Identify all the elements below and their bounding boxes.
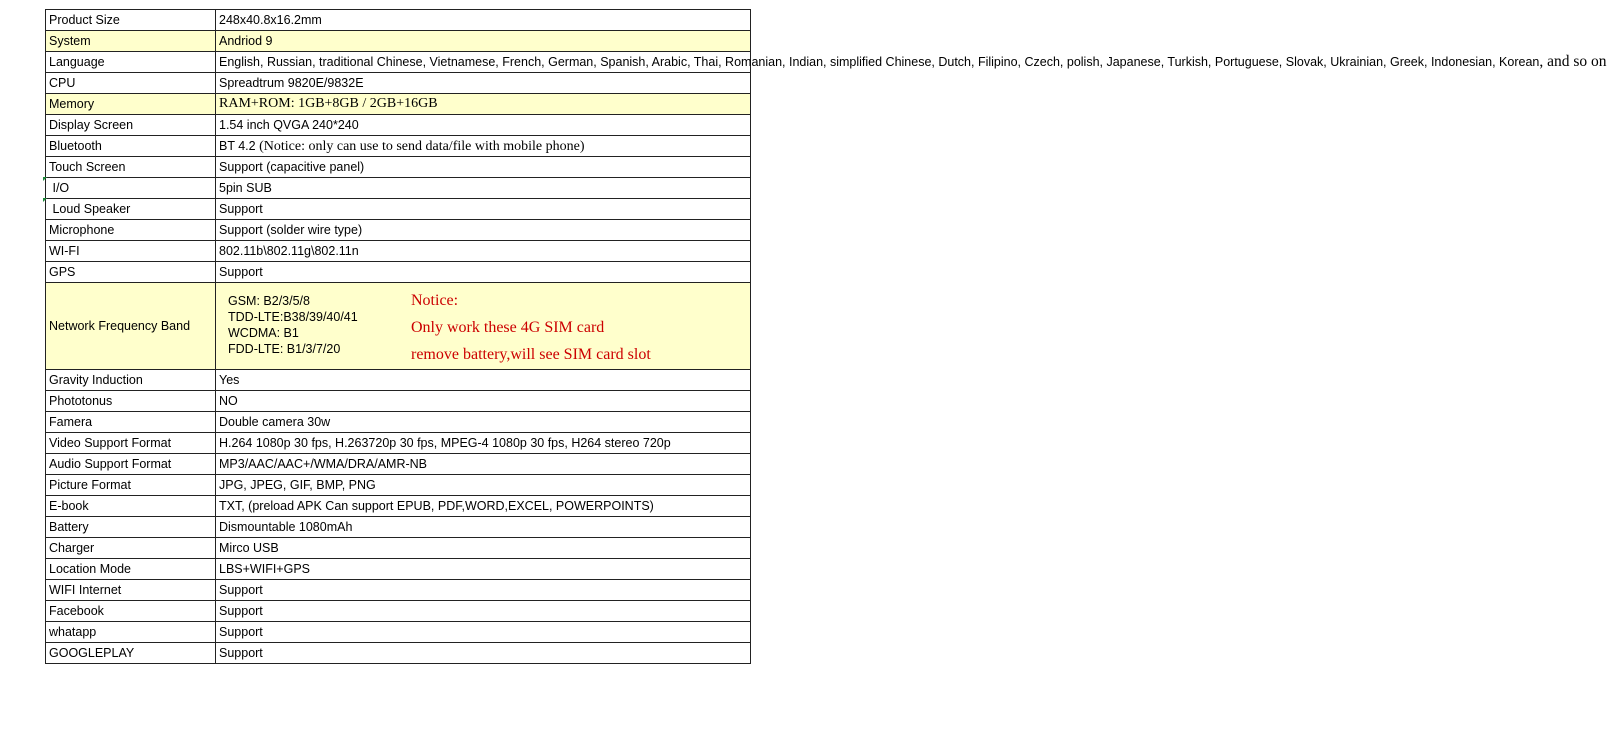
row-googleplay: [46, 643, 751, 664]
label-facebook: Facebook: [46, 601, 216, 622]
row-wifi: [46, 241, 751, 262]
language-list: English, Russian, traditional Chinese, Vietnamese, French, German, Spanish, Arabic, Thai, Romanian, Indian, simplified Chinese, Dutch, Filipino, Czech, polish, Japanese, Turkish, Portuguese, Slovak, Ukrainian, Greek, Indonesian, Korean: [219, 55, 1540, 69]
label-googleplay: GOOGLEPLAY: [46, 643, 216, 664]
value-facebook: Support: [216, 601, 751, 622]
value-video: H.264 1080p 30 fps, H.263720p 30 fps, MPEG-4 1080p 30 fps, H264 stereo 720p: [216, 433, 751, 454]
value-phototonus: NO: [216, 391, 751, 412]
value-audio: MP3/AAC/AAC+/WMA/DRA/AMR-NB: [216, 454, 751, 475]
value-whatapp: Support: [216, 622, 751, 643]
notice-line-2: remove battery,will see SIM card slot: [411, 346, 651, 363]
label-io-text: I/O: [52, 181, 70, 195]
value-gravity: Yes: [216, 370, 751, 391]
row-network: [46, 283, 751, 370]
label-camera: Famera: [46, 412, 216, 433]
label-whatapp: whatapp: [46, 622, 216, 643]
row-system: [46, 31, 751, 52]
row-gravity: [46, 370, 751, 391]
label-charger: Charger: [46, 538, 216, 559]
label-language: Language: [46, 52, 216, 73]
label-microphone: Microphone: [46, 220, 216, 241]
label-product-size: Product Size: [46, 10, 216, 31]
value-cpu: Spreadtrum 9820E/9832E: [216, 73, 751, 94]
row-speaker: [46, 199, 751, 220]
bluetooth-version: BT 4.2: [219, 138, 256, 153]
label-display: Display Screen: [46, 115, 216, 136]
value-location: LBS+WIFI+GPS: [216, 559, 751, 580]
label-bluetooth: Bluetooth: [46, 136, 216, 157]
label-speaker-text: Loud Speaker: [52, 202, 131, 216]
label-ebook: E-book: [46, 496, 216, 517]
label-wifi: WI-FI: [46, 241, 216, 262]
value-bluetooth: [216, 136, 751, 157]
row-audio: [46, 454, 751, 475]
row-whatapp: [46, 622, 751, 643]
row-battery: [46, 517, 751, 538]
language-suffix: , and so on: [1539, 53, 1607, 70]
row-bluetooth: [46, 136, 751, 157]
row-camera: [46, 412, 751, 433]
value-network: [216, 283, 751, 370]
band-tdd-lte: TDD-LTE:B38/39/40/41: [228, 310, 358, 324]
label-network: Network Frequency Band: [46, 283, 216, 370]
value-ebook: TXT, (preload APK Can support EPUB, PDF,WORD,EXCEL, POWERPOINTS): [216, 496, 751, 517]
label-picture: Picture Format: [46, 475, 216, 496]
row-language: [46, 52, 751, 73]
label-phototonus: Phototonus: [46, 391, 216, 412]
value-system: Andriod 9: [216, 31, 751, 52]
row-facebook: [46, 601, 751, 622]
value-touch: Support (capacitive panel): [216, 157, 751, 178]
label-wifi-internet: WIFI Internet: [46, 580, 216, 601]
row-microphone: [46, 220, 751, 241]
row-phototonus: [46, 391, 751, 412]
row-display: [46, 115, 751, 136]
row-memory: [46, 94, 751, 115]
row-location: [46, 559, 751, 580]
label-speaker: [46, 199, 216, 220]
row-charger: [46, 538, 751, 559]
value-product-size: 248x40.8x16.2mm: [216, 10, 751, 31]
label-battery: Battery: [46, 517, 216, 538]
value-wifi-internet: Support: [216, 580, 751, 601]
value-wifi: 802.11b\802.11g\802.11n: [216, 241, 751, 262]
notice-line-1: Only work these 4G SIM card: [411, 319, 605, 336]
band-wcdma: WCDMA: B1: [228, 326, 299, 340]
label-gps: GPS: [46, 262, 216, 283]
row-wifi-internet: [46, 580, 751, 601]
value-charger: Mirco USB: [216, 538, 751, 559]
row-picture: [46, 475, 751, 496]
row-video: [46, 433, 751, 454]
band-fdd-lte: FDD-LTE: B1/3/7/20: [228, 342, 341, 356]
value-language: [216, 52, 1607, 73]
label-audio: Audio Support Format: [46, 454, 216, 475]
network-bands: [228, 293, 358, 357]
notice-title: Notice:: [411, 292, 459, 309]
value-microphone: Support (solder wire type): [216, 220, 751, 241]
row-touch: [46, 157, 751, 178]
row-gps: [46, 262, 751, 283]
row-cpu: [46, 73, 751, 94]
label-video: Video Support Format: [46, 433, 216, 454]
label-memory: Memory: [46, 94, 216, 115]
label-gravity: Gravity Induction: [46, 370, 216, 391]
row-ebook: [46, 496, 751, 517]
value-io: 5pin SUB: [216, 178, 751, 199]
row-product-size: [46, 10, 751, 31]
label-cpu: CPU: [46, 73, 216, 94]
value-camera: Double camera 30w: [216, 412, 751, 433]
bluetooth-note: (Notice: only can use to send data/file with mobile phone): [259, 138, 585, 154]
label-io: [46, 178, 216, 199]
value-battery: Dismountable 1080mAh: [216, 517, 751, 538]
value-googleplay: Support: [216, 643, 751, 664]
value-display: 1.54 inch QVGA 240*240: [216, 115, 751, 136]
band-gsm: GSM: B2/3/5/8: [228, 294, 310, 308]
label-system: System: [46, 31, 216, 52]
row-io: [46, 178, 751, 199]
label-touch: Touch Screen: [46, 157, 216, 178]
value-gps: Support: [216, 262, 751, 283]
value-memory: RAM+ROM: 1GB+8GB / 2GB+16GB: [216, 94, 751, 115]
value-picture: JPG, JPEG, GIF, BMP, PNG: [216, 475, 751, 496]
spec-table: [45, 9, 1607, 664]
value-speaker: Support: [216, 199, 751, 220]
label-location: Location Mode: [46, 559, 216, 580]
network-notice: [411, 287, 651, 368]
